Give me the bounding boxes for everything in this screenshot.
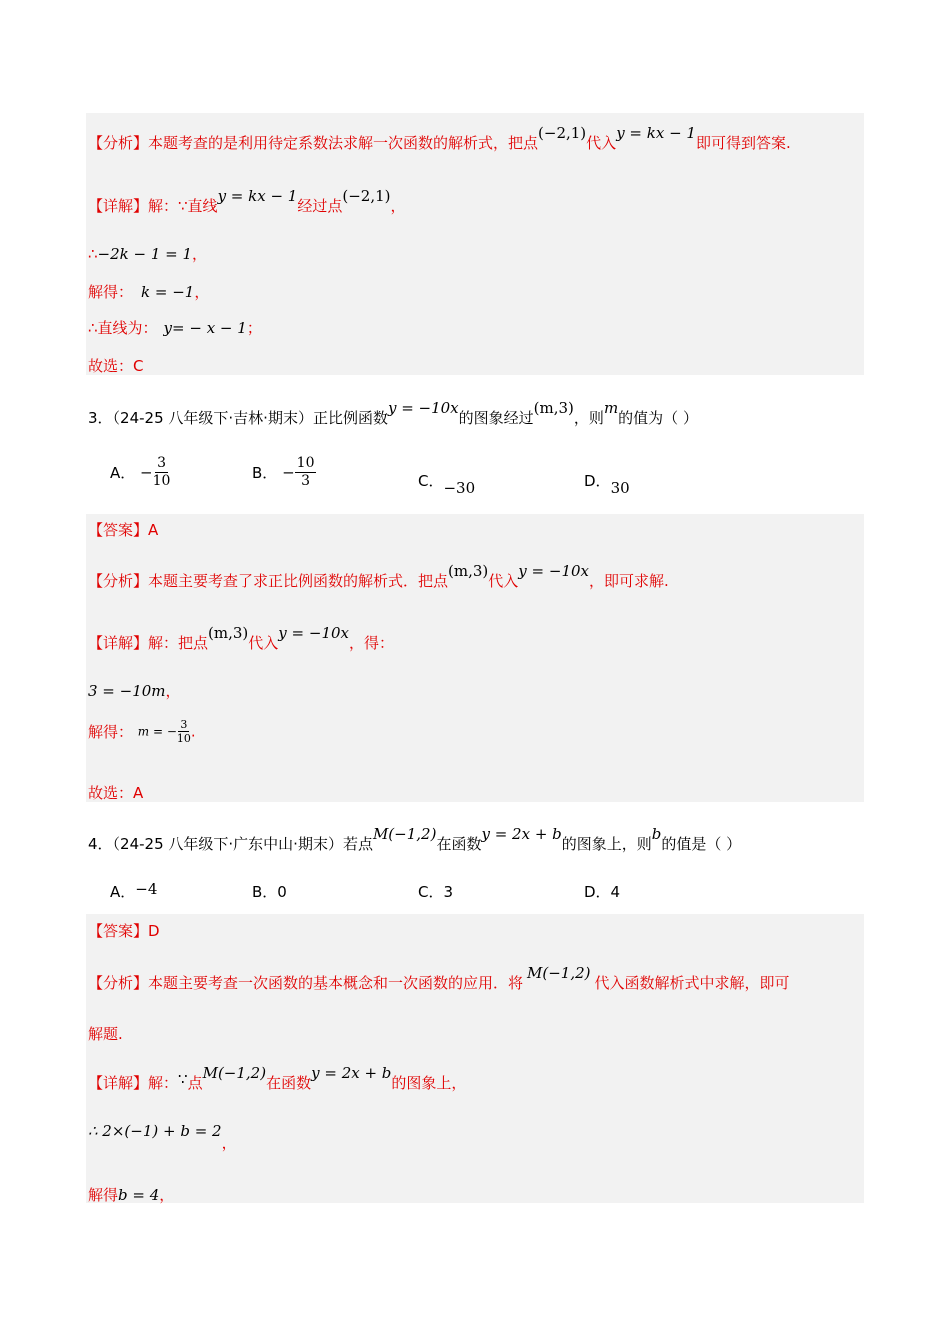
option-a[interactable] [110,455,170,490]
solve-label: 解得： [88,283,134,301]
detail-line-q4 [88,1064,467,1093]
choice-line-q3 [88,782,143,803]
math-lhs: m = − [137,724,177,739]
detail-tag: 【详解】 [88,197,149,215]
numerator: 10 [296,455,315,471]
denominator: 10 [176,732,191,745]
detail-text: 解：∵直线 [148,197,218,215]
math-point: (m,3) [208,624,249,642]
option-label: A． [110,464,136,482]
analysis-text: 解题. [88,1025,123,1043]
option-d[interactable] [584,881,620,902]
math-point: (−2,1) [342,187,391,205]
analysis-tag: 【分析】 [88,572,149,590]
math-function: y = 2x + b [481,825,562,843]
analysis-text: ，即可求解. [589,572,669,590]
analysis-line-q3 [88,562,669,591]
answer-value: D [148,922,160,940]
option-value: −4 [135,880,158,898]
answer-line-q3 [88,519,158,540]
math-equation: 3 = −10m [88,682,166,700]
step-line [88,243,207,264]
math-function: y = 2x + b [311,1064,392,1082]
option-label: B．0 [252,883,287,901]
question-text: 的值为（ ） [618,409,698,427]
because-symbol: ∵ [178,1070,188,1088]
fraction [177,718,191,745]
question-number: 3． [88,409,113,427]
answer-tag: 【答案】 [88,922,149,940]
line-label: ∴直线为： [88,319,158,337]
fraction [295,455,317,490]
equation-line [88,680,181,701]
option-label: C． [418,472,444,490]
analysis-text: 本题主要考查了求正比例函数的解析式．把点 [148,572,449,590]
math-equation: −2k − 1 = 1 [97,245,193,263]
punct: ， [159,1186,175,1204]
question-text: 在函数 [436,835,482,853]
punct: ； [246,319,262,337]
minus-sign: − [282,463,295,482]
math-function: y = −10x [518,562,589,580]
fraction [153,455,171,490]
solve-label: 解得： [88,723,134,741]
step-line-q4 [88,1120,237,1152]
solve-label: 解得 [88,1186,119,1204]
option-label: B． [252,464,278,482]
analysis-tag: 【分析】 [88,134,149,152]
analysis-line-q4 [88,964,790,993]
punct: ， [192,245,208,263]
answer-line-q4 [88,920,160,941]
denominator: 3 [301,473,311,489]
question-text: 的图象经过 [458,409,534,427]
therefore-symbol: ∴ [88,245,98,263]
option-c[interactable] [418,881,453,902]
detail-text: 代入 [248,634,279,652]
option-value: −30 [443,479,476,497]
math-point: M(−1,2) [202,1064,267,1082]
analysis-text: 代入函数解析式中求解，即可 [594,974,790,992]
numerator: 3 [157,455,166,471]
solve-line [88,281,209,302]
detail-tag: 【详解】 [88,634,149,652]
choice-line-q2 [88,355,144,376]
detail-text: 在函数 [266,1074,312,1092]
question-text: 的图象上，则 [561,835,652,853]
answer-box-q3 [86,514,864,802]
analysis-text: 本题考查的是利用待定系数法求解一次函数的解析式，把点 [148,134,539,152]
question-4 [88,825,742,854]
question-text: （24-25 八年级下·吉林·期末）正比例函数 [112,409,388,427]
question-3 [88,399,698,428]
question-text: 的值是（ ） [661,835,742,853]
solve-line-q3 [88,718,196,745]
option-b[interactable] [252,455,316,490]
analysis-text: 即可得到答案. [695,134,791,152]
detail-text: ，得： [349,634,395,652]
analysis-text: 本题主要考查一次函数的基本概念和一次函数的应用．将 [148,974,524,992]
numerator: 3 [180,718,188,731]
detail-text: 经过点 [297,197,343,215]
answer-value: A [148,521,159,539]
denominator: 10 [152,473,171,489]
question-number: 4． [88,835,113,853]
option-value: 30 [610,479,630,497]
math-point: (m,3) [533,399,574,417]
math-equation: y= − x − 1 [163,319,247,337]
detail-line-q2 [88,187,406,216]
option-b[interactable] [252,881,287,902]
math-variable: m [603,399,619,417]
choice-label: 故选： [88,357,134,375]
punct: ， [221,1134,237,1152]
math-function: y = −10x [278,624,349,642]
question-text: ，则 [573,409,604,427]
math-expression: y = kx − 1 [616,124,696,142]
detail-text: 点 [187,1074,203,1092]
detail-text: 解：把点 [148,634,209,652]
math-point: (m,3) [448,562,489,580]
option-a[interactable] [110,881,157,902]
detail-text: ， [390,197,406,215]
detail-line-q3 [88,624,395,653]
analysis-text: 代入 [488,572,519,590]
minus-sign: − [140,463,153,482]
choice-value: A [133,784,144,802]
math-point: M(−1,2) [372,825,437,843]
option-d[interactable] [584,470,630,497]
math-equation: k = −1 [141,283,195,301]
option-c[interactable] [418,470,476,497]
choice-label: 故选： [88,784,134,802]
analysis-text: 代入 [586,134,617,152]
question-text: （24-25 八年级下·广东中山·期末）若点 [112,835,373,853]
math-variable: b [651,825,662,843]
analysis-line-q2 [88,124,791,153]
answer-tag: 【答案】 [88,521,149,539]
math-point: M(−1,2) [527,964,591,982]
detail-text: 的图象上， [391,1074,467,1092]
option-label: C．3 [418,883,454,901]
punct: . [190,722,196,741]
math-equation: b = 4 [118,1186,160,1204]
analysis-tag: 【分析】 [88,974,149,992]
math-equation: ∴ 2×(−1) + b = 2 [88,1122,222,1140]
detail-tag: 【详解】 [88,1074,149,1092]
option-label: D． [584,472,611,490]
solve-line-q4 [88,1184,174,1205]
answer-box-q4 [86,914,864,1203]
detail-text: 解： [148,1074,179,1092]
math-function: y = −10x [387,399,459,417]
punct: ， [165,682,181,700]
choice-value: C [133,357,144,375]
analysis-line-q4-cont [88,1023,123,1044]
math-point: (−2,1) [538,124,587,142]
option-label: D．4 [584,883,621,901]
math-expression: y = kx − 1 [217,187,298,205]
punct: ， [194,283,210,301]
line-result [88,317,262,338]
option-label: A． [110,883,136,901]
